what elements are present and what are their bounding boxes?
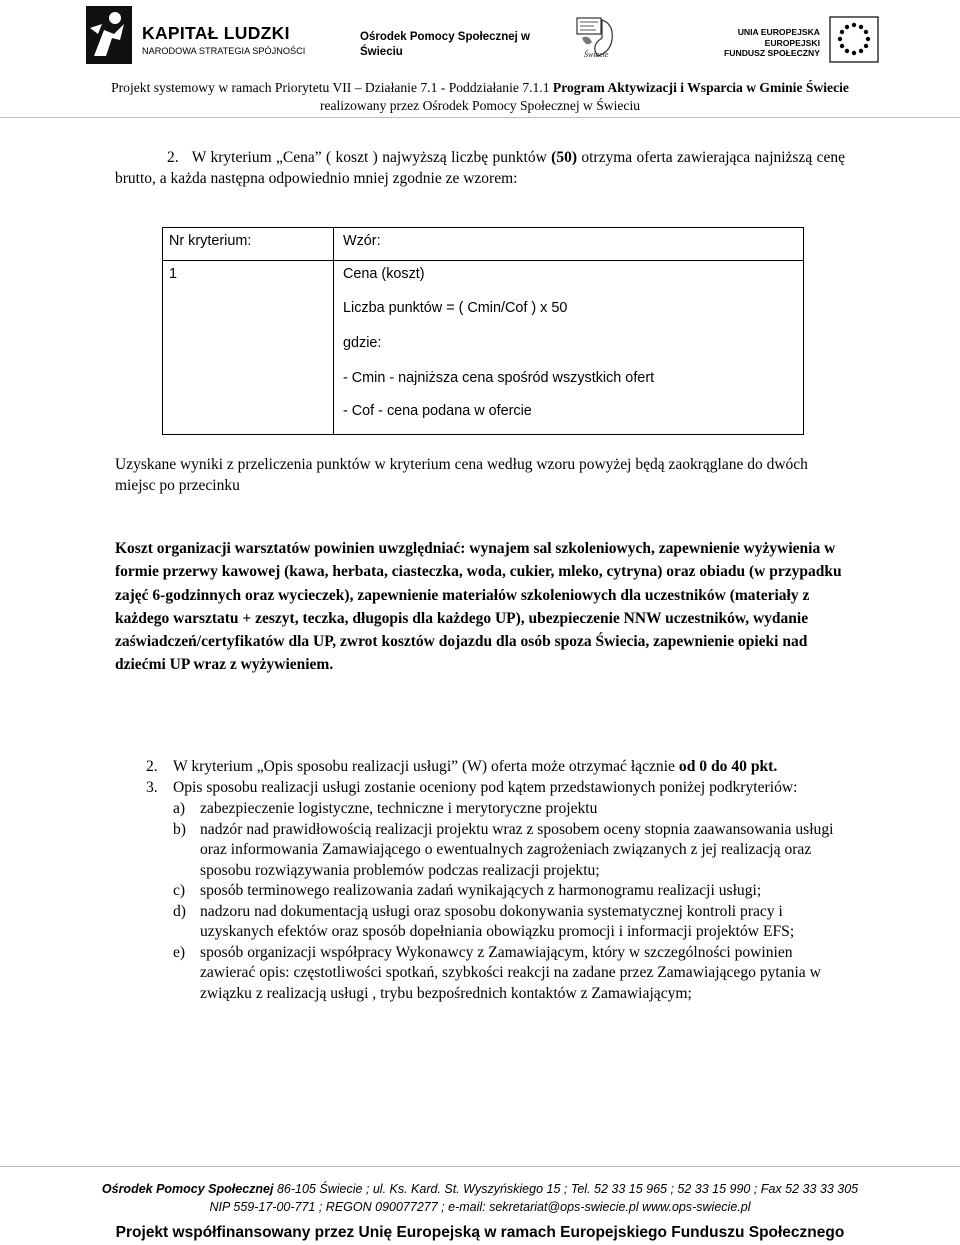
criterion-3-text: Opis sposobu realizacji usługi zostanie oceniony pod kątem przedstawionych poniżej podkryteriów: — [173, 778, 798, 796]
workshop-cost-paragraph: Koszt organizacji warsztatów powinien uwzględniać: wynajem sal szkoleniowych, zapewnienie wyżywienia w formie przerwy kawowej (kawa, herbata, ciasteczka, woda, cukier, mleko, cytryna) oraz obiadu (w przypadku zajęć 6-godzinnych oraz wycieczek), zapewnienie materiałów szkoleniowych dla uczestników (materiały z każdego warsztatu + zeszyt, teczka, długopis dla każdego UP), ubezpieczenie NNW uczestników, wydanie zaświadczeń/certyfikatów dla UP, zwrot kosztów dojazdu dla osób spoza Świecia, zapewnienie opieki nad dziećmi UP wraz z wyżywieniem. — [115, 540, 842, 674]
footer-cofinancing: Projekt współfinansowany przez Unię Europejską w ramach Europejskiego Funduszu Społecznego — [115, 1224, 845, 1241]
criteria-list — [146, 757, 848, 1004]
price-criterion-intro — [115, 147, 845, 189]
list-item — [146, 902, 848, 943]
intro-points: (50) — [551, 149, 577, 166]
list-item-text: zabezpieczenie logistyczne, techniczne i merytoryczne projektu — [200, 800, 598, 817]
project-line-1 — [0, 80, 960, 96]
eu-label-line2: EUROPEJSKI — [764, 37, 820, 48]
formula-line: Liczba punktów = ( Cmin/Cof ) x 50 — [343, 300, 568, 316]
list-item — [146, 943, 848, 1005]
project-line-1-text: Projekt systemowy w ramach Priorytetu VII – Działanie 7.1 - Poddziałanie 7.1.1 — [111, 80, 553, 95]
ops-logo-caption: Świecie — [584, 50, 609, 59]
formula-line: - Cmin - najniższa cena spośród wszystkich ofert — [343, 370, 655, 386]
formula-table-header — [163, 228, 803, 261]
criterion-3 — [146, 778, 848, 799]
list-item-text: nadzór nad prawidłowością realizacji projektu wraz z sposobem oceny stopnia zaawansowania usługi oraz informowania Zamawiającego o ewentualnych zagrożeniach związanych z jej realizacją oraz sposobu rozwiązywania problemów podczas realizacji projektu; — [200, 820, 834, 879]
list-item-text: sposób terminowego realizowania zadań wynikających z harmonogramu realizacji usługi; — [200, 882, 762, 899]
project-program-name: Program Aktywizacji i Wsparcia w Gminie Świecie — [552, 80, 849, 95]
list-item — [146, 799, 848, 820]
list-item-text: sposób organizacji współpracy Wykonawcy z Zamawiającym, który w szczególności powinien zawierać opis: częstotliwości spotkań, szybkości reakcji na zadane przez Zamawiającego pytania w związku z realizacją usługi , trybu bezpośrednich kontaktów z Zamawiającym; — [200, 943, 821, 1002]
kapital-ludzki-logo — [84, 4, 306, 66]
criterion-2 — [146, 757, 848, 778]
list-item — [146, 820, 848, 882]
criterion-2-points: od 0 do 40 pkt. — [678, 758, 778, 775]
list-item — [146, 881, 848, 902]
list-item-letter: b) — [173, 820, 186, 838]
formula-table — [162, 227, 804, 435]
eu-flag-icon — [829, 16, 879, 63]
footer-registry: NIP 559-17-00-771 ; REGON 090077277 ; e-mail: sekretariat@ops-swiecie.pl www.ops-swiecie.pl — [209, 1200, 751, 1214]
ops-name: Ośrodek Pomocy Społecznej w Świeciu — [360, 31, 530, 58]
footer-address — [0, 1182, 960, 1196]
formula-line: - Cof - cena podana w ofercie — [343, 403, 532, 419]
formula-line: gdzie: — [343, 335, 382, 351]
subcriteria-list — [146, 799, 848, 1004]
footer-org-name: Ośrodek Pomocy Społecznej — [101, 1182, 274, 1196]
eu-label-line3: FUNDUSZ SPOŁECZNY — [724, 48, 820, 58]
footer-address-text: 86-105 Świecie ; ul. Ks. Kard. St. Wyszyńskiego 15 ; Tel. 52 33 15 965 ; 52 33 15 990 ; Fax 52 33 33 305 — [273, 1182, 859, 1196]
list-item-letter: c) — [173, 882, 186, 899]
kapital-ludzki-emblem-icon — [84, 4, 134, 66]
rounding-note: Uzyskane wyniki z przeliczenia punktów w kryterium cena według wzoru powyżej będą zaokrąglane do dwóch miejsc po przecinku — [115, 456, 808, 494]
criterion-3-number: 3. — [146, 778, 158, 796]
intro-text-a: W kryterium „Cena” ( koszt ) najwyższą liczbę punktów — [191, 149, 552, 166]
criterion-2-text: W kryterium „Opis sposobu realizacji usługi” (W) oferta może otrzymać łącznie — [173, 758, 679, 775]
formula-row-number: 1 — [169, 266, 178, 282]
list-item-letter: d) — [173, 902, 186, 920]
kapital-ludzki-subtitle: NARODOWA STRATEGIA SPÓJNOŚCI — [142, 46, 306, 56]
page-footer — [0, 1166, 960, 1245]
page-header — [0, 0, 960, 118]
criterion-2-number: 2. — [146, 758, 158, 775]
list-item-letter: e) — [173, 943, 186, 961]
intro-text-b: otrzyma oferta zawierająca najniższą cenę brutto, a każda następna odpowiednio mniej zgodnie ze wzorem: — [115, 149, 845, 187]
kapital-ludzki-title: KAPITAŁ LUDZKI — [142, 23, 290, 43]
list-item-text: nadzoru nad dokumentacją usługi oraz sposobu dokonywania systematycznej kontroli pracy i uzyskanych efektów oraz sposób dopełniania obowiązku promocji i informacji projektów EFS; — [200, 902, 795, 940]
swiecie-crest-icon — [574, 16, 620, 60]
intro-number: 2. — [167, 149, 179, 166]
eu-label — [718, 27, 820, 59]
formula-line: Cena (koszt) — [343, 266, 425, 282]
formula-col-formula-header: Wzór: — [343, 233, 381, 249]
formula-table-divider — [333, 228, 334, 434]
eu-label-line1: UNIA EUROPEJSKA — [737, 27, 820, 37]
project-line-2: realizowany przez Ośrodek Pomocy Społecznej w Świeciu — [319, 98, 641, 113]
formula-col-nr-header: Nr kryterium: — [169, 233, 252, 249]
list-item-letter: a) — [173, 800, 186, 817]
